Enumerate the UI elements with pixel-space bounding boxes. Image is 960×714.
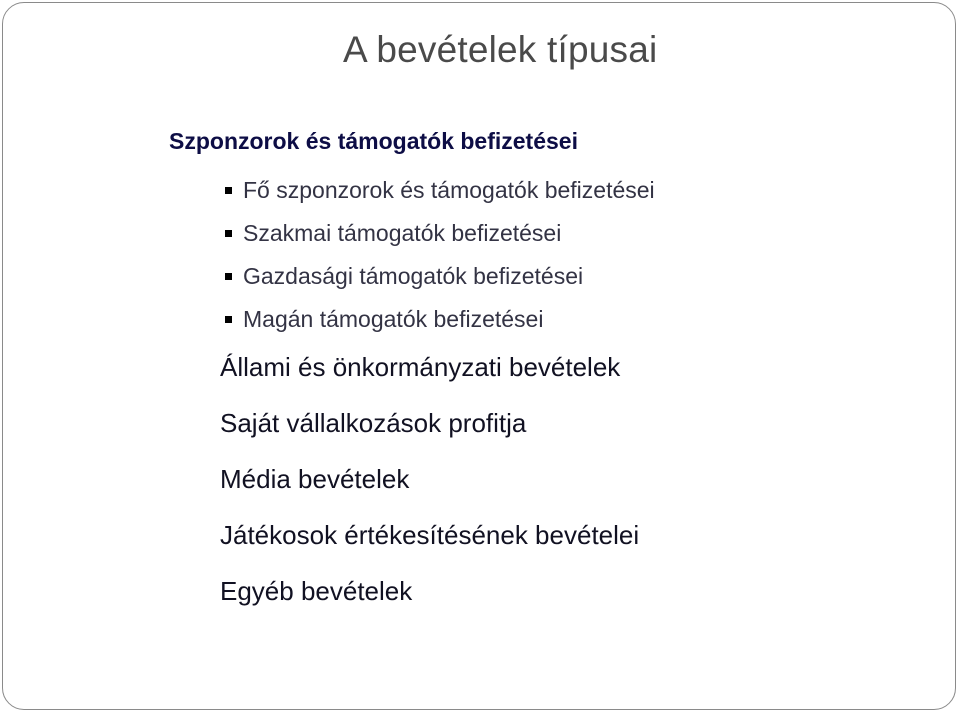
slide-frame bbox=[2, 2, 956, 710]
sub-item-list bbox=[225, 169, 655, 341]
main-list-item: Állami és önkormányzati bevételek bbox=[220, 351, 621, 382]
square-bullet-icon bbox=[225, 230, 232, 237]
sub-item-text: Fő szponzorok és támogatók befizetései bbox=[243, 177, 655, 203]
sub-list-item bbox=[225, 169, 655, 212]
sub-item-text: Szakmai támogatók befizetései bbox=[243, 220, 562, 246]
sub-item-text: Gazdasági támogatók befizetései bbox=[243, 263, 584, 289]
main-list-item: Média bevételek bbox=[220, 463, 410, 494]
main-list-item: Saját vállalkozások profitja bbox=[220, 407, 527, 438]
square-bullet-icon bbox=[225, 187, 232, 194]
sub-item-text: Magán támogatók befizetései bbox=[243, 306, 544, 332]
square-bullet-icon bbox=[225, 273, 232, 280]
square-bullet-icon bbox=[225, 316, 232, 323]
sub-list-item bbox=[225, 212, 655, 255]
sub-list-item bbox=[225, 255, 655, 298]
slide-title: A bevételek típusai bbox=[343, 29, 658, 70]
main-list-item: Játékosok értékesítésének bevételei bbox=[220, 519, 640, 550]
sub-list-item bbox=[225, 298, 655, 341]
section-heading: Szponzorok és támogatók befizetései bbox=[169, 128, 578, 154]
main-list-item: Egyéb bevételek bbox=[220, 575, 413, 606]
main-item-list bbox=[220, 339, 639, 619]
